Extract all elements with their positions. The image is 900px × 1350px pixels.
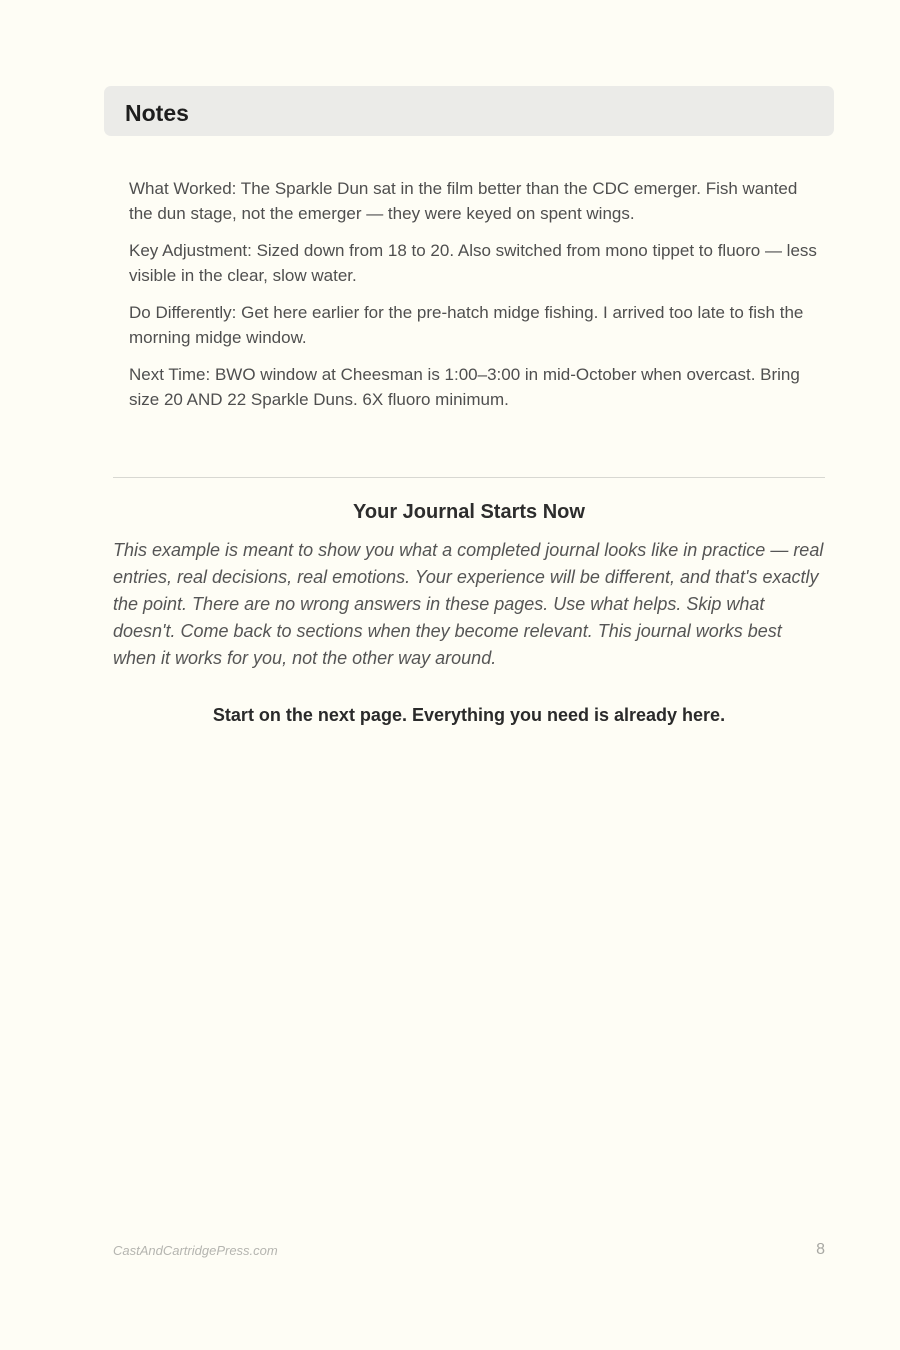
journal-call-to-action: Start on the next page. Everything you need is already here.: [212, 705, 726, 725]
notes-header: [104, 86, 834, 136]
page-number: 8: [816, 1241, 825, 1258]
notes-list: [129, 176, 819, 424]
footer-website: CastAndCartridgePress.com: [113, 1243, 278, 1258]
journal-intro-paragraph: This example is meant to show you what a completed journal looks like in practice — real entries, real decisions, real emotions. Your experience will be different, and that's exactly the point. There are no wrong answers in these pages. Use what helps. Skip what doesn't. Come back to sections when they become relevant. This journal works best when it works for you, not the other way around.: [113, 540, 824, 668]
journal-section-title: Your Journal Starts Now: [353, 501, 585, 523]
section-divider: [113, 477, 825, 478]
notes-title: Notes: [125, 99, 189, 126]
note-key-adjustment: Key Adjustment: Sized down from 18 to 20. Also switched from mono tippet to fluoro — less visible in the clear, slow water.: [129, 241, 817, 285]
note-next-time: Next Time: BWO window at Cheesman is 1:00–3:00 in mid-October when overcast. Bring size 20 AND 22 Sparkle Duns. 6X fluoro minimum.: [129, 365, 800, 409]
note-do-differently: Do Differently: Get here earlier for the pre-hatch midge fishing. I arrived too late to fish the morning midge window.: [129, 303, 804, 347]
note-what-worked: What Worked: The Sparkle Dun sat in the film better than the CDC emerger. Fish wanted the dun stage, not the emerger — they were keyed on spent wings.: [129, 179, 798, 223]
